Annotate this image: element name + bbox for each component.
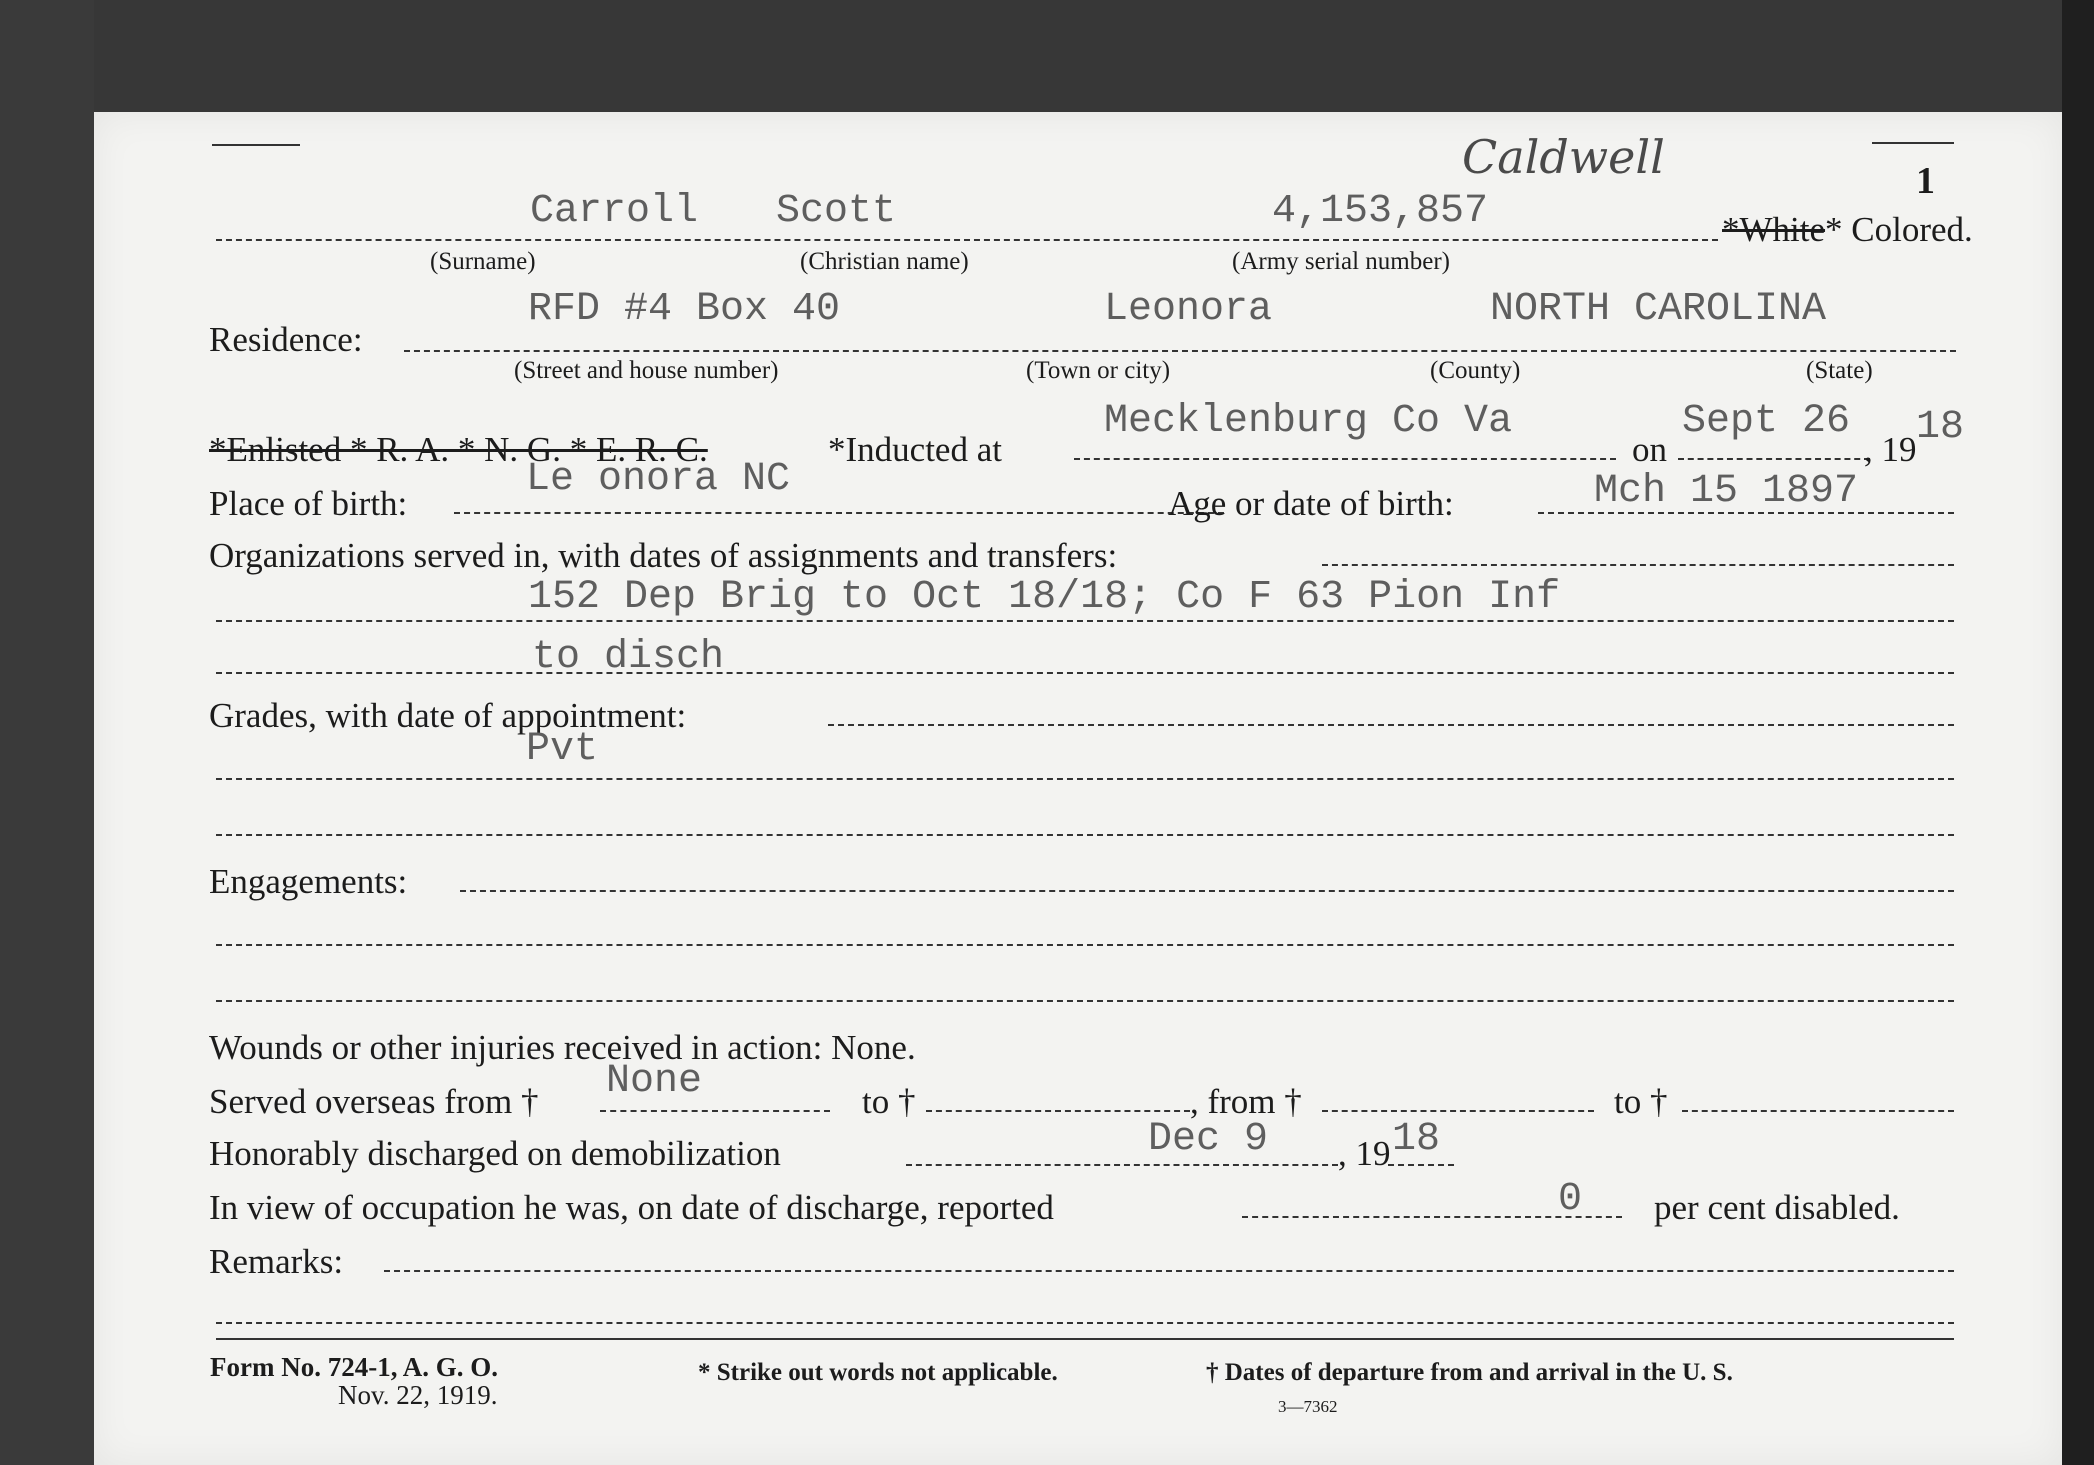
dates-footnote: † Dates of departure from and arrival in the U. S.	[1206, 1359, 1733, 1386]
overseas-label: Served overseas from †	[209, 1082, 539, 1121]
form-number: Form No. 724-1, A. G. O.	[210, 1352, 498, 1382]
overseas-from2-label: , from †	[1190, 1082, 1302, 1121]
engagements-line-0	[460, 890, 1954, 892]
grades-line-1	[216, 778, 1954, 780]
scan-right-border	[2062, 0, 2094, 1465]
induction-date-line	[1678, 458, 1870, 460]
remarks-line-2	[216, 1322, 1954, 1324]
organizations-label: Organizations served in, with dates of assignments and transfers:	[209, 536, 1118, 575]
engagements-line-2	[216, 1000, 1954, 1002]
birth-place-label: Place of birth:	[209, 484, 408, 523]
overseas-from-line	[600, 1110, 830, 1112]
overseas-to-line	[926, 1110, 1190, 1112]
organizations-line-0	[1322, 564, 1954, 566]
grades-line-2	[216, 834, 1954, 836]
birth-place: Le onora NC	[526, 457, 791, 502]
birth-place-line	[454, 512, 1224, 514]
engagements-label: Engagements:	[209, 862, 408, 901]
organizations-line-2-text: to disch	[532, 635, 725, 680]
overseas-from2-line	[1322, 1110, 1594, 1112]
footer-rule	[216, 1338, 1954, 1340]
enlistment-options: *Enlisted * R. A. * N. G. * E. R. C.	[209, 430, 708, 469]
organizations-line-1-text: 152 Dep Brig to Oct 18/18; Co F 63 Pion Inf	[528, 575, 1561, 620]
top-left-rule	[212, 144, 300, 146]
induction-year-prefix: , 19	[1864, 430, 1917, 469]
residence-line	[404, 350, 1956, 352]
form-date: Nov. 22, 1919.	[338, 1380, 498, 1410]
strike-footnote: * Strike out words not applicable.	[698, 1359, 1058, 1386]
induction-date: Sept 26	[1682, 399, 1851, 444]
print-code: 3—7362	[1278, 1397, 1338, 1416]
discharge-date-line	[906, 1164, 1338, 1166]
on-label: on	[1632, 430, 1667, 469]
birth-age-label: Age or date of birth:	[1168, 484, 1454, 523]
white-option: *White	[1722, 210, 1826, 249]
residence-state: NORTH CAROLINA	[1490, 287, 1827, 332]
discharge-year-prefix: , 19	[1338, 1134, 1391, 1173]
street-caption: (Street and house number)	[514, 357, 779, 384]
residence-label: Residence:	[209, 320, 363, 359]
residence-town: Leonora	[1104, 287, 1273, 332]
overseas-to2-line	[1682, 1110, 1954, 1112]
discharge-year: 18	[1392, 1117, 1441, 1162]
inducted-line	[1074, 458, 1616, 460]
county-caption: (County)	[1430, 357, 1521, 384]
residence-street: RFD #4 Box 40	[528, 287, 841, 332]
grade-value: Pvt	[526, 727, 599, 772]
remarks-label: Remarks:	[209, 1242, 344, 1281]
disability-suffix: per cent disabled.	[1654, 1188, 1900, 1227]
grades-line-0	[828, 724, 1954, 726]
disability-label: In view of occupation he was, on date of discharge, reported	[209, 1188, 1054, 1227]
grades-label: Grades, with date of appointment:	[209, 696, 687, 735]
service-record-card	[94, 112, 2062, 1465]
handwritten-county-note: Caldwell	[1462, 130, 1665, 184]
scan-top-border	[0, 0, 2094, 112]
christian-name-value: Scott	[776, 189, 897, 234]
inducted-label: *Inducted at	[828, 430, 1002, 469]
top-right-rule	[1872, 142, 1954, 144]
birth-date-line	[1538, 512, 1954, 514]
scan-left-border	[0, 0, 94, 1465]
disability-value: 0	[1558, 1177, 1583, 1222]
race-options: *White* Colored.	[1722, 210, 1973, 249]
christian-name-caption: (Christian name)	[800, 248, 969, 275]
discharge-date: Dec 9	[1148, 1117, 1269, 1162]
colored-option: Colored.	[1851, 210, 1973, 249]
serial-caption: (Army serial number)	[1232, 248, 1450, 275]
remarks-line-1	[384, 1270, 1954, 1272]
birth-date: Mch 15 1897	[1594, 469, 1859, 514]
card-number: 1	[1916, 160, 1935, 202]
discharge-label: Honorably discharged on demobilization	[209, 1134, 781, 1173]
surname-value: Carroll	[530, 189, 699, 234]
inducted-place: Mecklenburg Co Va	[1104, 399, 1513, 444]
serial-value: 4,153,857	[1272, 189, 1489, 234]
discharge-year-line	[1388, 1164, 1454, 1166]
state-caption: (State)	[1806, 357, 1873, 384]
name-row-line	[216, 239, 1718, 241]
induction-year: 18	[1916, 405, 1965, 450]
town-caption: (Town or city)	[1026, 357, 1171, 384]
engagements-line-1	[216, 944, 1954, 946]
surname-caption: (Surname)	[430, 248, 536, 275]
organizations-line-1	[216, 620, 1954, 622]
wounds-label: Wounds or other injuries received in action: None.	[209, 1028, 916, 1067]
overseas-to-label: to †	[862, 1082, 916, 1121]
overseas-to2-label: to †	[1614, 1082, 1668, 1121]
overseas-from-value: None	[606, 1059, 703, 1104]
organizations-line-2	[216, 672, 1954, 674]
